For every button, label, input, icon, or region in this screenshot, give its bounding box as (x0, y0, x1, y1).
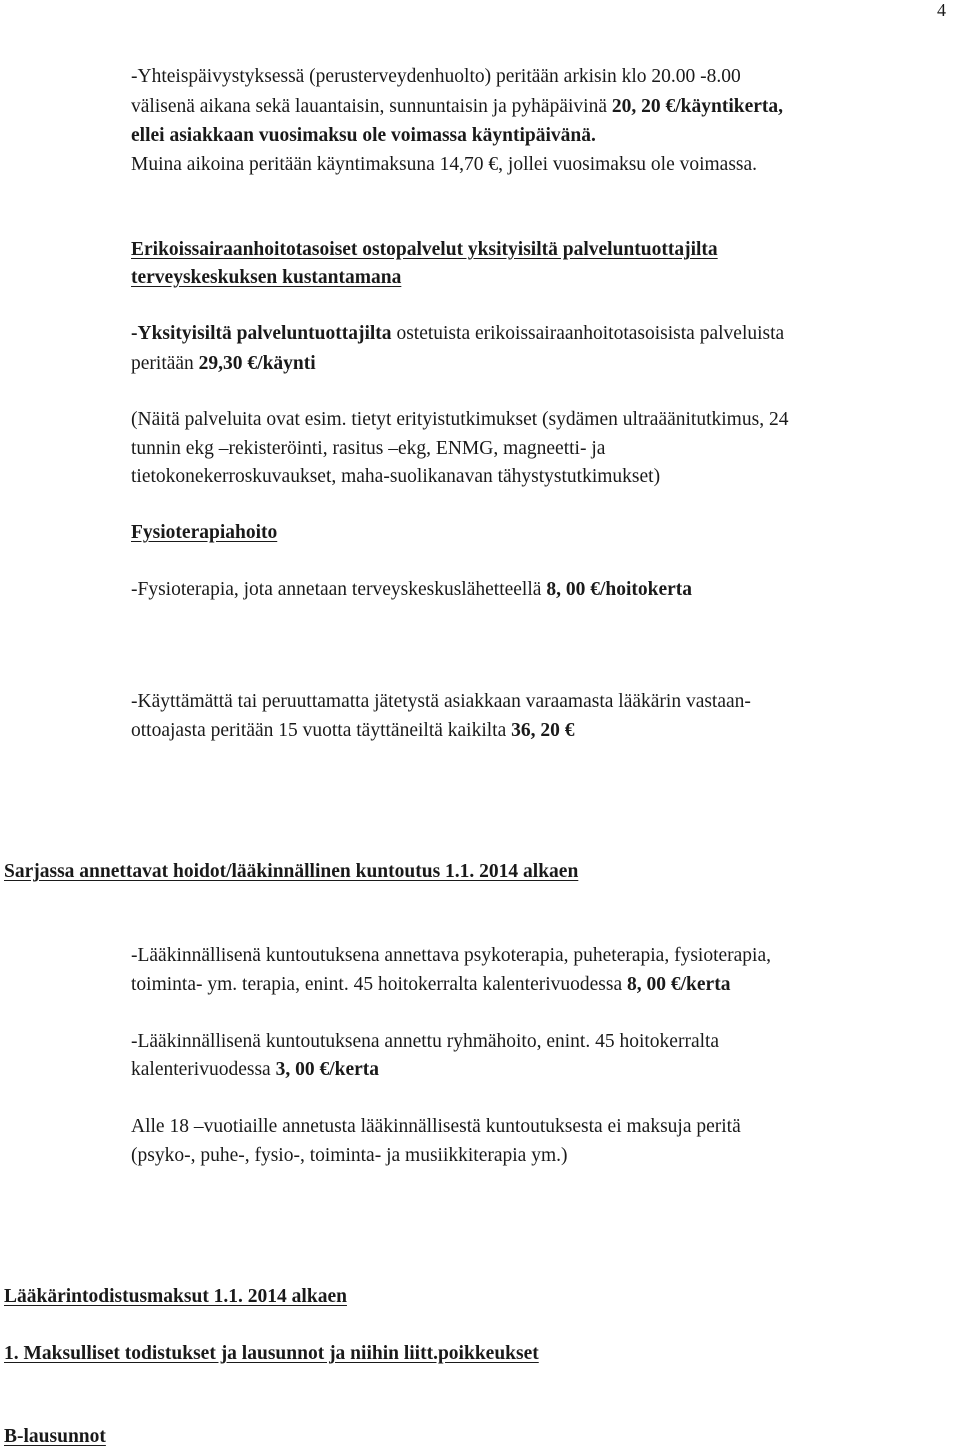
fysio-para-text: -Fysioterapia, jota annetaan terveyskeskuslähetteellä (131, 579, 547, 600)
erikois-para-prefix: peritään (131, 353, 199, 374)
kayttamatta-line-1: -Käyttämättä tai peruuttamatta jätetystä asiakkaan varaamasta lääkärin vastaan- (131, 691, 751, 712)
fysio-fee: 8, 00 €/hoitokerta (546, 579, 693, 600)
laakari-subheading-1: 1. Maksulliset todistukset ja lausunnot ja niihin liitt.poikkeukset (4, 1343, 539, 1364)
intro-line-3: ellei asiakkaan vuosimaksu ole voimassa käyntipäivänä. (131, 125, 596, 146)
erikois-para-lead: -Yksityisiltä palveluntuottajilta (131, 323, 392, 344)
erikois-heading-line-1: Erikoissairaanhoitotasoiset ostopalvelut yksityisiltä palveluntuottajilta (131, 239, 718, 260)
sarjassa-p1-text: toiminta- ym. terapia, enint. 45 hoitokerralta kalenterivuodessa (131, 974, 628, 995)
kayttamatta-line-2 (131, 721, 575, 741)
erikois-note-line-1: (Näitä palveluita ovat esim. tietyt erityistutkimukset (sydämen ultraäänitutkimus, 24 (131, 409, 789, 430)
erikois-note-line-3: tietokonekerroskuvaukset, maha-suolikanavan tähystystutkimukset) (131, 466, 661, 487)
laakari-subheading-2: B-lausunnot (4, 1426, 106, 1447)
sarjassa-p3-line-2: (psyko-, puhe-, fysio-, toiminta- ja musiikkiterapia ym.) (131, 1145, 568, 1166)
erikois-heading-line-2: terveyskeskuksen kustantamana (131, 267, 402, 288)
fysio-para (131, 580, 692, 600)
erikois-note-line-2: tunnin ekg –rekisteröinti, rasitus –ekg, ENMG, magneetti- ja (131, 438, 606, 459)
page-number: 4 (937, 0, 946, 20)
intro-line-2 (131, 97, 783, 117)
fysio-heading: Fysioterapiahoito (131, 522, 278, 543)
sarjassa-p2-line-2 (131, 1060, 379, 1080)
sarjassa-p2-fee: 3, 00 €/kerta (275, 1059, 380, 1080)
sarjassa-p2-line-1: -Lääkinnällisenä kuntoutuksena annettu ryhmähoito, enint. 45 hoitokerralta (131, 1031, 720, 1052)
sarjassa-p1-line-2 (131, 975, 730, 995)
sarjassa-p1-fee: 8, 00 €/kerta (627, 974, 731, 995)
sarjassa-heading: Sarjassa annettavat hoidot/lääkinnällinen kuntoutus 1.1. 2014 alkaen (4, 861, 579, 882)
intro-line-4: Muina aikoina peritään käyntimaksuna 14,70 €, jollei vuosimaksu ole voimassa. (131, 154, 758, 175)
erikois-para-line-2 (131, 354, 316, 374)
erikois-para-text: ostetuista erikoissairaanhoitotasoisista palveluista (391, 323, 785, 344)
laakari-heading: Lääkärintodistusmaksut 1.1. 2014 alkaen (4, 1286, 347, 1307)
sarjassa-p3-line-1: Alle 18 –vuotiaille annetusta lääkinnällisestä kuntoutuksesta ei maksuja peritä (131, 1116, 741, 1137)
kayttamatta-fee: 36, 20 € (511, 720, 575, 741)
yhteispaivystys-fee: 20, 20 €/käyntikerta, (611, 96, 784, 117)
sarjassa-p2-text: kalenterivuodessa (131, 1059, 276, 1080)
kayttamatta-text: ottoajasta peritään 15 vuotta täyttäneiltä kaikilta (131, 720, 512, 741)
intro-line-1: -Yhteispäivystyksessä (perusterveydenhuolto) peritään arkisin klo 20.00 -8.00 (131, 66, 741, 87)
sarjassa-p1-line-1: -Lääkinnällisenä kuntoutuksena annettava psykoterapia, puheterapia, fysioterapia, (131, 945, 772, 966)
erikois-fee: 29,30 €/käynti (198, 353, 316, 374)
intro-line-2-text: välisenä aikana sekä lauantaisin, sunnuntaisin ja pyhäpäivinä (131, 96, 612, 117)
erikois-para-line-1 (131, 324, 784, 344)
